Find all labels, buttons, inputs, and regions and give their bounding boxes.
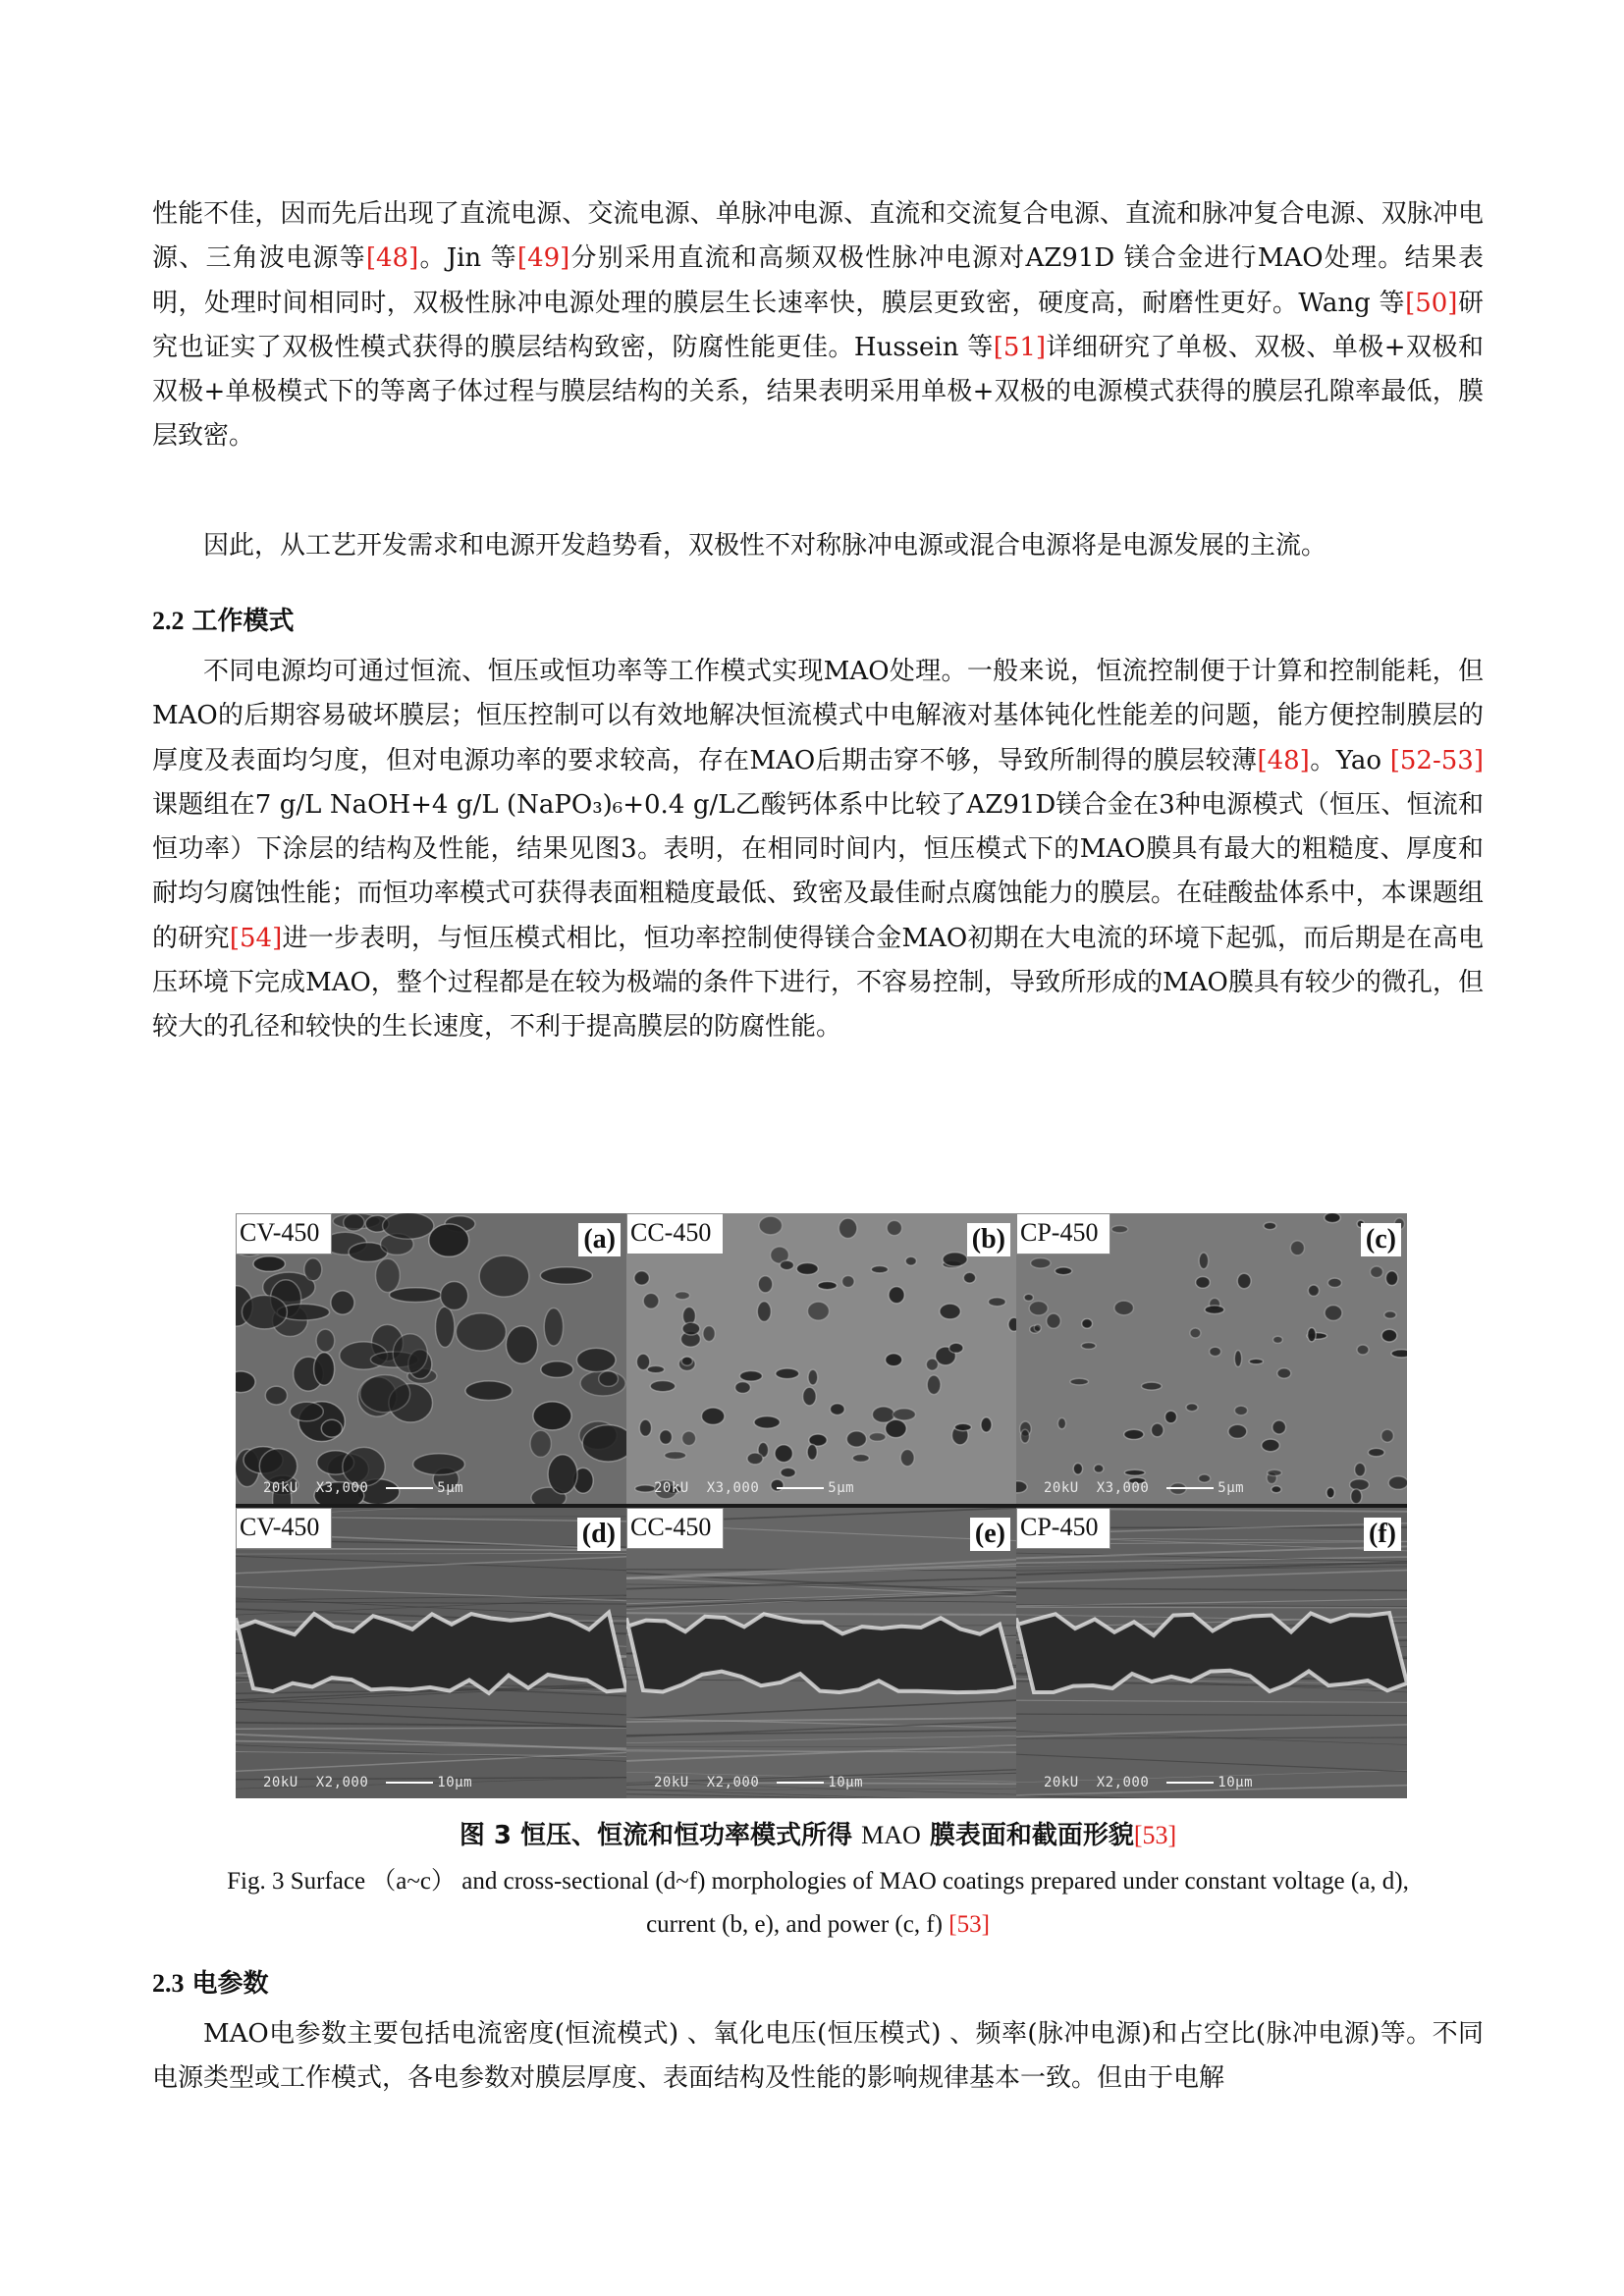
- scale-bar: [1166, 1487, 1214, 1489]
- sem-panel: [236, 1213, 626, 1504]
- magnification: X2,000: [315, 1775, 369, 1790]
- sem-texture: [236, 1213, 626, 1504]
- sample-label: CP-450: [1016, 1508, 1110, 1549]
- section-number: 2.2: [152, 607, 185, 635]
- caption-text-latin: MAO: [861, 1821, 921, 1849]
- sem-info-bar: [654, 1480, 854, 1496]
- scale-length: 10μm: [828, 1775, 864, 1790]
- citation-link[interactable]: [48]: [365, 243, 419, 274]
- citation-link[interactable]: [54]: [229, 923, 283, 953]
- sem-info-bar: [654, 1775, 863, 1790]
- caption-text-end: 膜表面和截面形貌: [929, 1821, 1134, 1850]
- sem-texture: [626, 1213, 1016, 1504]
- sem-panel: [236, 1508, 626, 1798]
- paragraph-power-supplies: [152, 192, 1484, 459]
- paragraph-text: MAO电参数主要包括电流密度(恒流模式) 、氧化电压(恒压模式) 、频率(脉冲电源)和占空比(脉冲电源)等。不同电源类型或工作模式，各电参数对膜层厚度、表面结构及性能的影响规律基本一致。但由于电解: [152, 2019, 1484, 2094]
- scale-length: 5μm: [1218, 1480, 1245, 1496]
- scale-length: 10μm: [437, 1775, 473, 1790]
- paragraph-text: 。Yao: [1309, 745, 1390, 775]
- caption-text: Fig. 3 Surface （a~c） and cross-sectional (d~f) morphologies of MAO coatings prepared under constant voltage (a, d), current (b, e), and power (c, f): [227, 1868, 1409, 1938]
- accelerating-voltage: 20kU: [1044, 1480, 1079, 1496]
- sem-texture: [1016, 1508, 1407, 1798]
- figure-caption-chinese: [152, 1819, 1484, 1852]
- sem-panel: [626, 1213, 1016, 1504]
- section-title: 工作模式: [191, 607, 295, 636]
- scale-bar: [386, 1782, 433, 1784]
- sem-panel: [1016, 1213, 1407, 1504]
- sample-label: CP-450: [1016, 1213, 1110, 1255]
- section-heading-2-2: [152, 605, 295, 638]
- paragraph-text: 分别采用直流和高频双极性脉冲电源对AZ91D 镁合金进行MAO处理。结果表明，处理时间相同时，双极性脉冲电源处理的膜层生长速率快，膜层更致密，硬度高，耐磨性更好。Wang 等: [152, 243, 1484, 318]
- section-number: 2.3: [152, 1969, 185, 1998]
- magnification: X2,000: [706, 1775, 760, 1790]
- scale-bar: [777, 1487, 824, 1489]
- section-title: 电参数: [191, 1969, 269, 1999]
- scale-bar: [777, 1782, 824, 1784]
- scale-length: 10μm: [1218, 1775, 1254, 1790]
- sem-texture: [236, 1508, 626, 1798]
- figure-caption-english: [216, 1860, 1420, 1947]
- section-heading-2-3: [152, 1967, 269, 2001]
- panel-letter: (e): [970, 1518, 1010, 1551]
- citation-link[interactable]: [48]: [1257, 745, 1310, 775]
- panel-letter: (c): [1361, 1223, 1401, 1256]
- figure-3: [236, 1213, 1407, 1798]
- scale-length: 5μm: [437, 1480, 464, 1496]
- paragraph-text: 课题组在7 g/L NaOH+4 g/L (NaPO₃)₆+0.4 g/L乙酸钙体系中比较了AZ91D镁合金在3种电源模式（恒压、恒流和恒功率）下涂层的结构及性能，结果见图3。表明，在相同时间内，恒压模式下的MAO膜具有最大的粗糙度、厚度和耐均匀腐蚀性能；而恒功率模式可获得表面粗糙度最低、致密及最佳耐点腐蚀能力的膜层。在硅酸盐体系中，本课题组的研究: [152, 789, 1484, 953]
- paragraph-text: 因此，从工艺开发需求和电源开发趋势看，双极性不对称脉冲电源或混合电源将是电源发展的主流。: [203, 531, 1327, 561]
- citation-link[interactable]: [50]: [1405, 288, 1458, 318]
- sem-info-bar: [1044, 1480, 1244, 1496]
- paragraph-text: 研究也证实了双极性模式获得的膜层结构致密，防腐性能更佳。Hussein 等: [152, 288, 1484, 362]
- paragraph-text: 不同电源均可通过恒流、恒压或恒功率等工作模式实现MAO处理。一般来说，恒流控制便于计算和控制能耗，但MAO的后期容易破坏膜层；恒压控制可以有效地解决恒流模式中电解液对基体钝化性能差的问题，能方便控制膜层的厚度及表面均匀度，但对电源功率的要求较高，存在MAO后期击穿不够，导致所制得的膜层较薄: [152, 657, 1484, 775]
- panel-letter: (b): [967, 1223, 1010, 1256]
- citation-link[interactable]: [49]: [516, 243, 570, 274]
- paragraph-text: 性能不佳，因而先后出现了直流电源、交流电源、单脉冲电源、直流和交流复合电源、直流和脉冲复合电源、双脉冲电源、三角波电源等: [152, 199, 1484, 274]
- caption-text: 恒压、恒流和恒功率模式所得: [520, 1821, 853, 1850]
- magnification: X3,000: [1096, 1480, 1150, 1496]
- sample-label: CV-450: [236, 1213, 332, 1255]
- sample-label: CV-450: [236, 1508, 332, 1549]
- sample-label: CC-450: [626, 1213, 724, 1255]
- accelerating-voltage: 20kU: [263, 1775, 298, 1790]
- paragraph-electrical-parameters: [152, 2012, 1484, 2102]
- panel-letter: (d): [577, 1518, 621, 1551]
- sem-texture: [626, 1508, 1016, 1798]
- caption-label: 图 3: [459, 1821, 512, 1850]
- citation-link[interactable]: [51]: [993, 332, 1047, 362]
- accelerating-voltage: 20kU: [654, 1480, 689, 1496]
- paragraph-text: 。Jin 等: [418, 243, 517, 274]
- sem-panel: [1016, 1508, 1407, 1798]
- accelerating-voltage: 20kU: [654, 1775, 689, 1790]
- scale-bar: [386, 1487, 433, 1489]
- sem-info-bar: [1044, 1775, 1253, 1790]
- panel-letter: (a): [578, 1223, 621, 1256]
- accelerating-voltage: 20kU: [1044, 1775, 1079, 1790]
- sem-info-bar: [263, 1480, 463, 1496]
- sem-texture: [1016, 1213, 1407, 1504]
- scale-bar: [1166, 1782, 1214, 1784]
- scale-length: 5μm: [828, 1480, 855, 1496]
- citation-link[interactable]: [52-53]: [1389, 745, 1484, 775]
- caption-reference: [53]: [1133, 1821, 1177, 1849]
- paragraph-conclusion: [152, 524, 1484, 568]
- paragraph-text: 进一步表明，与恒压模式相比，恒功率控制使得镁合金MAO初期在大电流的环境下起弧，而后期是在高电压环境下完成MAO，整个过程都是在较为极端的条件下进行，不容易控制，导致所形成的MAO膜具有较少的微孔，但较大的孔径和较快的生长速度，不利于提高膜层的防腐性能。: [152, 923, 1484, 1042]
- sem-panel: [626, 1508, 1016, 1798]
- caption-reference: [53]: [948, 1911, 990, 1938]
- sem-info-bar: [263, 1775, 472, 1790]
- accelerating-voltage: 20kU: [263, 1480, 298, 1496]
- sample-label: CC-450: [626, 1508, 724, 1549]
- magnification: X3,000: [315, 1480, 369, 1496]
- paragraph-working-modes: [152, 650, 1484, 1050]
- paragraph-text: 详细研究了单极、双极、单极+双极和双极+单极模式下的等离子体过程与膜层结构的关系，结果表明采用单极+双极的电源模式获得的膜层孔隙率最低，膜层致密。: [152, 332, 1484, 452]
- magnification: X3,000: [706, 1480, 760, 1496]
- magnification: X2,000: [1096, 1775, 1150, 1790]
- panel-letter: (f): [1364, 1518, 1401, 1551]
